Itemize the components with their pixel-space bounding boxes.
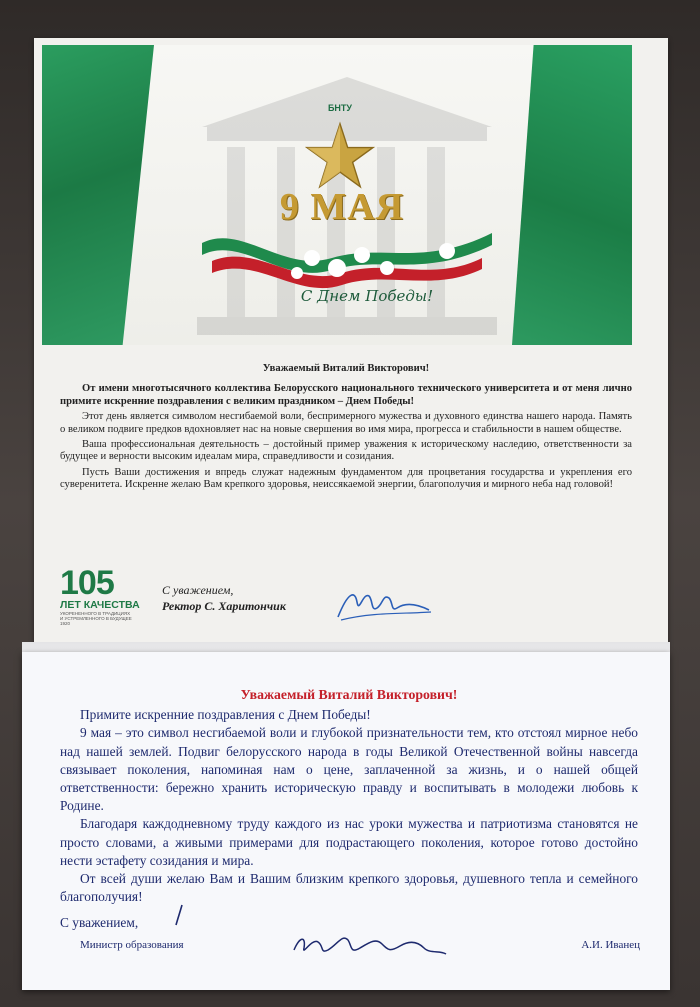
minister-role: Министр образования bbox=[80, 939, 184, 951]
rector-signature-icon bbox=[333, 582, 433, 624]
victory-greeting: С Днем Победы! bbox=[300, 287, 434, 305]
rector-paragraph: Ваша профессиональная деятельность – достойный пример уважения к историческому наследию, ответственности за будущее и верности высоким идеалам мира, справедливости и созидания. bbox=[60, 439, 632, 463]
star-icon bbox=[305, 121, 375, 191]
minister-signature-block bbox=[80, 936, 640, 962]
emblem-year: 1920 bbox=[60, 621, 71, 626]
minister-letter bbox=[60, 686, 638, 933]
minister-closing: С уважением, bbox=[60, 915, 139, 931]
minister-paragraph: Примите искренние поздравления с Днем Победы! bbox=[80, 707, 371, 723]
emblem-number: 105 bbox=[60, 564, 114, 602]
victory-day-banner bbox=[42, 45, 632, 345]
pen-mark-icon bbox=[172, 904, 186, 926]
minister-paragraph: 9 мая – это символ несгибаемой воли и глубокой признательности тем, кто отстоял мирное небо над нашей землей. Подвиг белорусского народа в годы Великой Отечественной войны навсегда связывает поколения, напоминая нам о цене, заплаченной за жизнь, и о нашей общей ответственности: бережно хранить историческую правду и воспитывать в молодежи любовь к Родине. bbox=[60, 725, 638, 814]
rector-letter-greeting: Уважаемый Виталий Викторович! bbox=[262, 363, 430, 374]
emblem-small-1: УКОРЕНЕННОГО В ТРАДИЦИЯХ bbox=[60, 611, 131, 616]
rector-name: Ректор С. Харитончик bbox=[162, 599, 286, 613]
minister-letter-greeting: Уважаемый Виталий Викторович! bbox=[240, 687, 458, 702]
bntu-logo: БНТУ bbox=[327, 103, 353, 113]
green-panel-left bbox=[42, 45, 154, 345]
minister-paragraph: Благодаря каждодневному труду каждого из нас уроки мужества и патриотизма становятся не просто словами, а живыми примерами для подрастающего поколения, которое готово достойно нести эстафету созидания и мира. bbox=[60, 816, 638, 868]
rector-letter bbox=[60, 363, 632, 495]
emblem-small-2: И УСТРЕМЛЕННОГО В БУДУЩЕЕ bbox=[60, 616, 132, 621]
emblem-text: ЛЕТ КАЧЕСТВА bbox=[60, 599, 140, 611]
anniversary-emblem bbox=[60, 566, 160, 626]
rector-paragraph: Этот день является символом несгибаемой воли, беспримерного мужества и духовного единства нашего народа. Память о великом подвиге предков вдохновляет нас на новые свершения во имя мира, прогресса и стабильности в нашем обществе. bbox=[60, 411, 632, 435]
rector-signature-block bbox=[162, 582, 362, 614]
rector-paragraph: От имени многотысячного коллектива Белорусского национального технического университета и от меня лично примите искренние поздравления с великим праздником – Днем Победы! bbox=[60, 383, 632, 407]
rector-paragraph: Пусть Ваши достижения и впредь служат надежным фундаментом для процветания государства и укрепления его суверенитета. Искренне желаю Вам крепкого здоровья, неиссякаемой энергии, благополучия и мирного неба над головой! bbox=[60, 466, 632, 491]
minister-paragraph: От всей души желаю Вам и Вашим близким крепкого здоровья, душевного тепла и семейного благополучия! bbox=[60, 871, 638, 905]
minister-name: А.И. Иванец bbox=[581, 939, 640, 951]
rector-closing: С уважением, bbox=[162, 583, 234, 597]
date-title: 9 МАЯ bbox=[279, 186, 405, 228]
green-panel-right bbox=[512, 45, 632, 345]
minister-signature-icon bbox=[290, 928, 450, 962]
